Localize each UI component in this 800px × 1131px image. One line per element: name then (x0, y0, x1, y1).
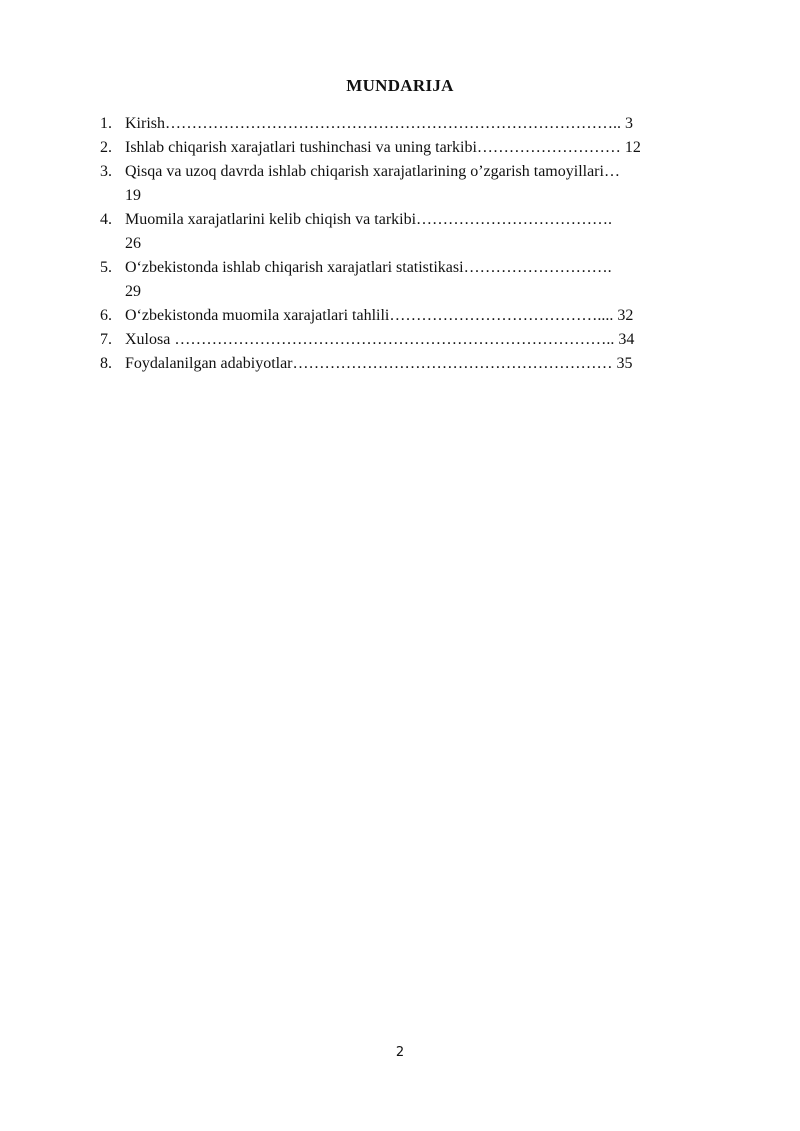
page-number: 2 (395, 1045, 405, 1060)
toc-entry (100, 256, 730, 280)
toc-entry-number: 3. (100, 163, 112, 180)
toc-entry-page: 19 (125, 187, 141, 204)
toc-entry-text: Muomila xarajatlarini kelib chiqish va tarkibi………………………………. (125, 211, 613, 228)
toc-entry-number: 6. (100, 307, 112, 324)
page-title: MUNDARIJA (346, 76, 454, 95)
toc-entry (100, 352, 730, 376)
toc-entry (100, 160, 730, 184)
toc-entry-number: 1. (100, 115, 112, 132)
toc-entry-page: 29 (125, 283, 141, 300)
toc-entry-page: 26 (125, 235, 141, 252)
toc-entry-text: Ishlab chiqarish xarajatlari tushinchasi va uning tarkibi……………………… 12 (125, 139, 641, 156)
toc-entry-number: 2. (100, 139, 112, 156)
toc-entry-text: Kirish………………………………………………………………………….. 3 (125, 115, 633, 132)
toc-entry (100, 208, 730, 232)
toc-entry-number: 4. (100, 211, 112, 228)
table-of-contents (100, 112, 730, 376)
toc-entry-text: Foydalanilgan adabiyotlar…………………………………………………… 35 (125, 355, 633, 372)
toc-entry-text: Qisqa va uzoq davrda ishlab chiqarish xarajatlarining o’zgarish tamoyillari… (125, 163, 620, 180)
toc-entry-number: 7. (100, 331, 112, 348)
toc-entry-number: 5. (100, 259, 112, 276)
toc-entry-text: O‘zbekistonda ishlab chiqarish xarajatlari statistikasi………………………. (125, 259, 612, 276)
toc-entry-text: O‘zbekistonda muomila xarajatlari tahlili………………………………….... 32 (125, 307, 634, 324)
toc-entry (100, 136, 730, 160)
toc-entry (100, 112, 730, 136)
toc-entry (100, 328, 730, 352)
toc-entry (100, 304, 730, 328)
toc-entry-text: Xulosa ……………………………………………………………………….. 34 (125, 331, 635, 348)
toc-entry-number: 8. (100, 355, 112, 372)
